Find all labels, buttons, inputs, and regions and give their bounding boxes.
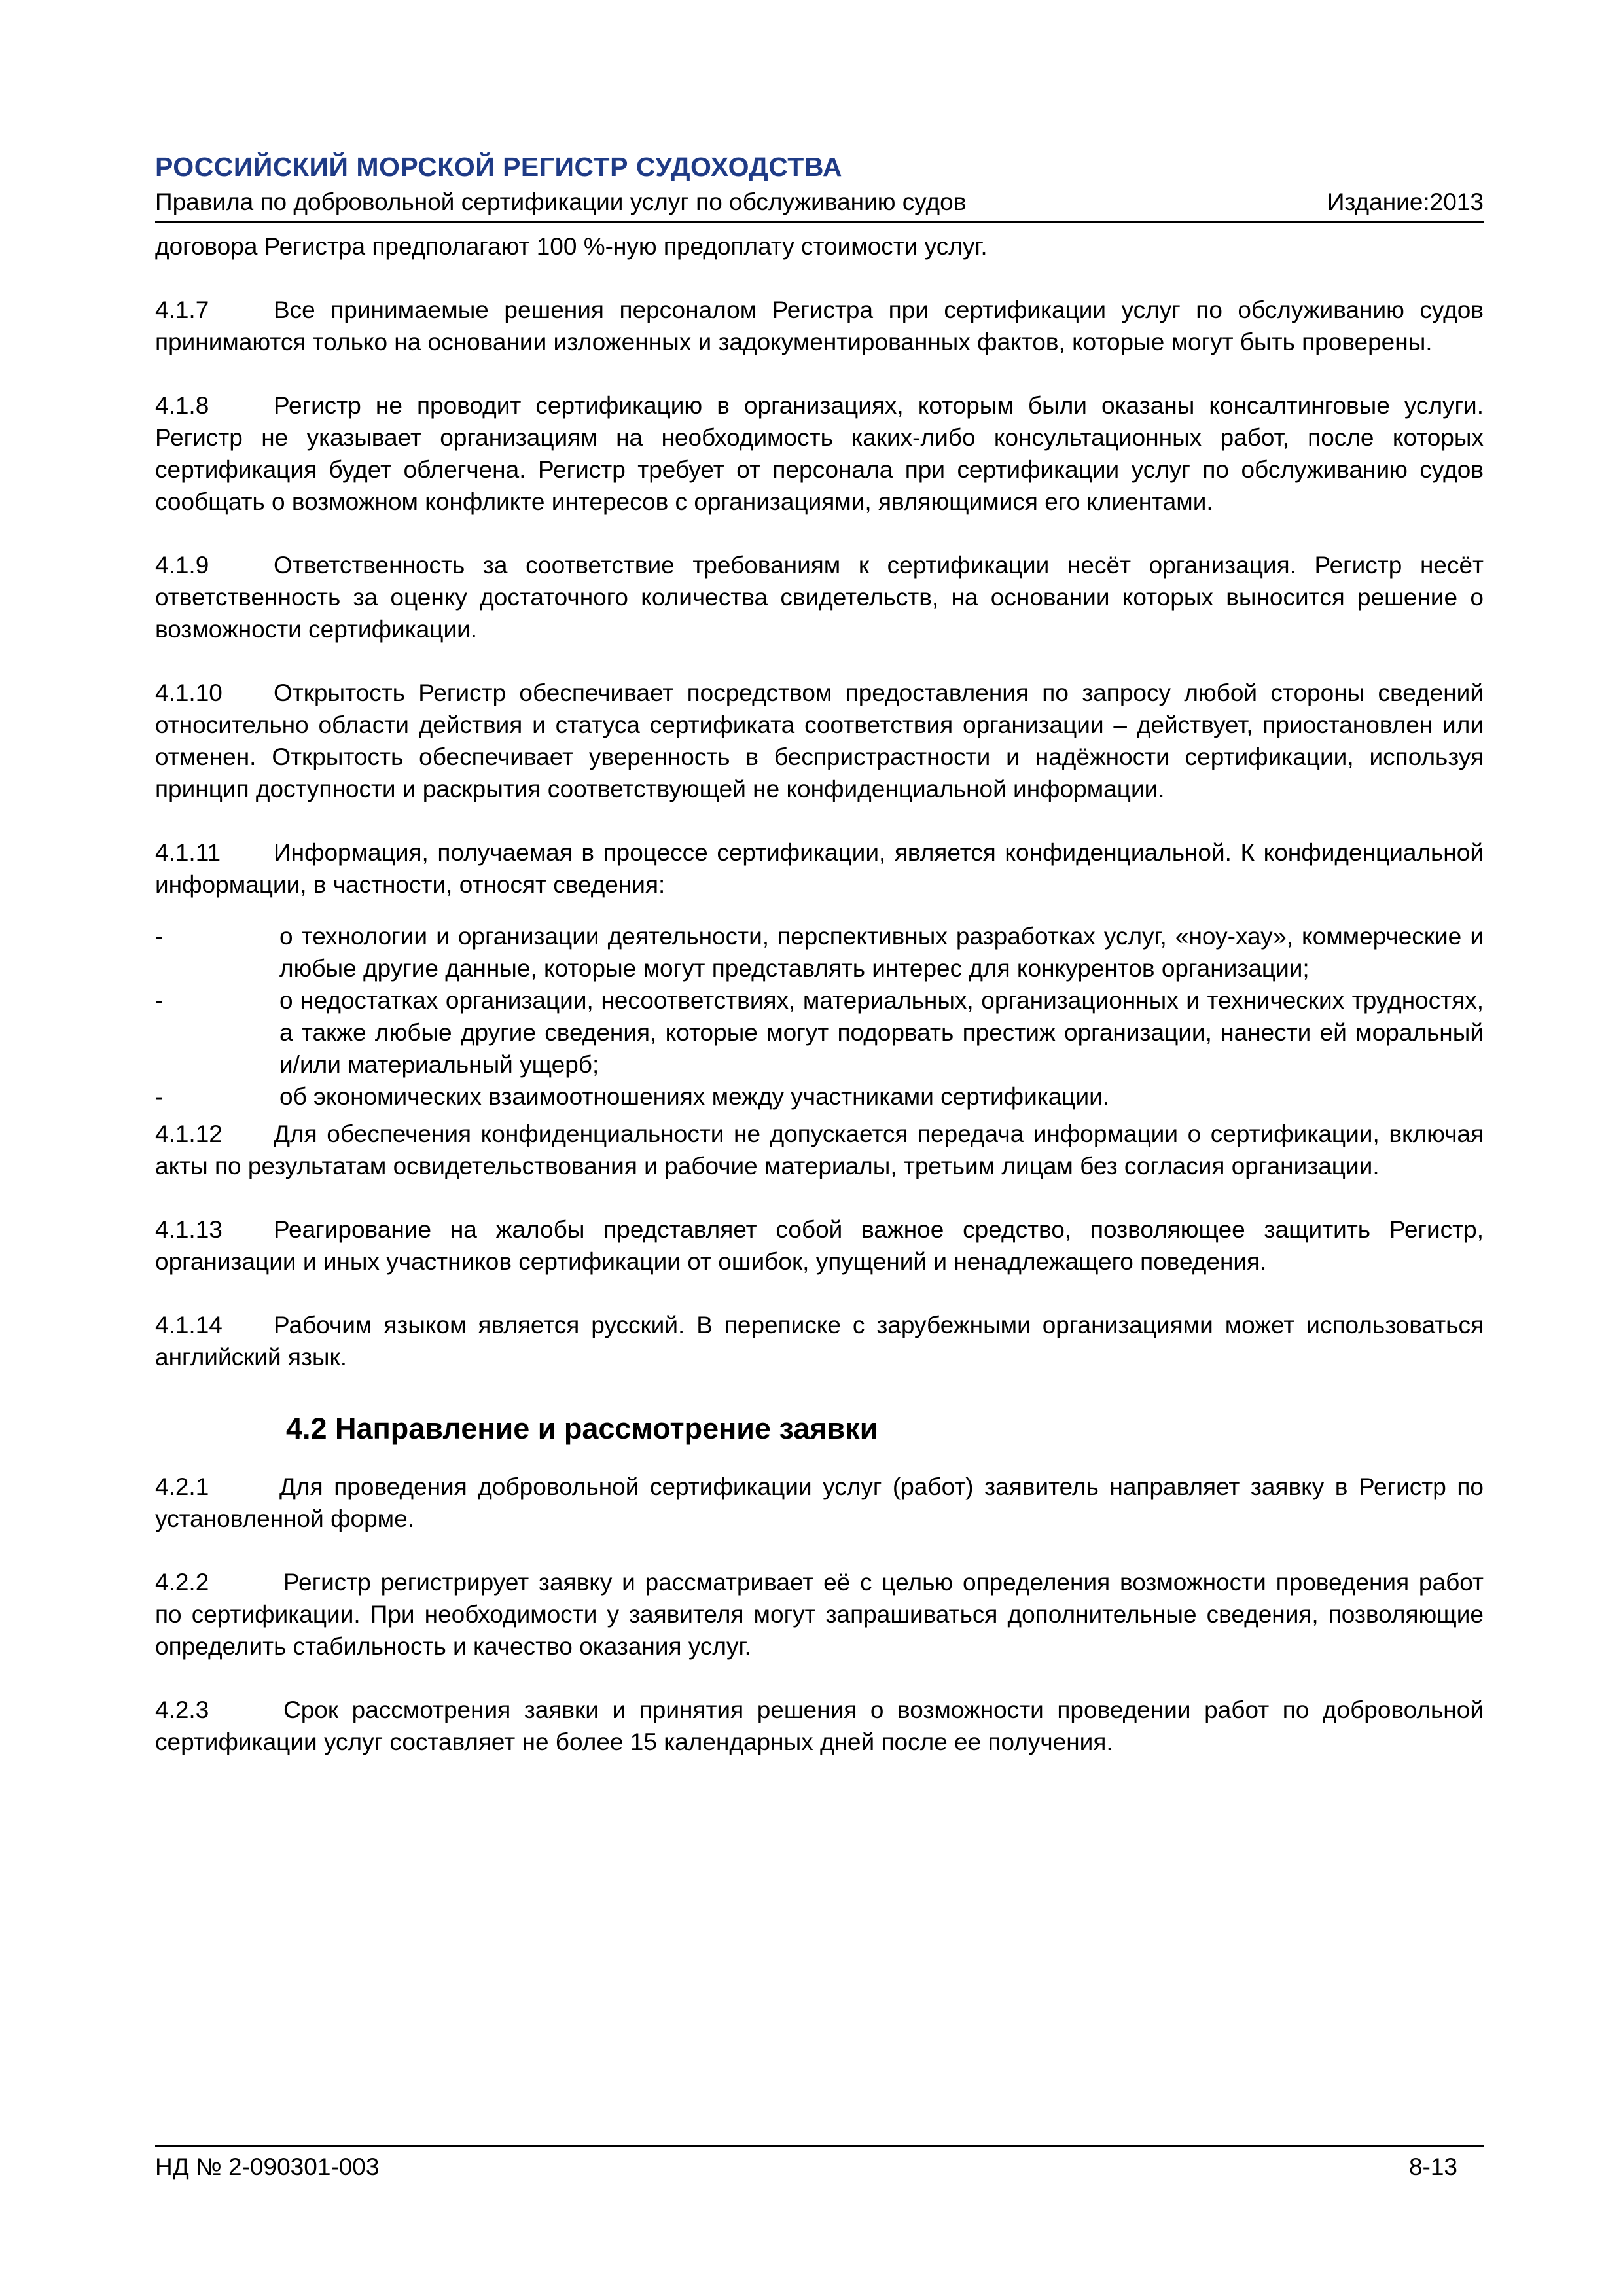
paragraph-number: 4.2.1 xyxy=(155,1473,209,1500)
edition-label: Издание:2013 xyxy=(1327,188,1484,215)
paragraph-text: Открытость Регистр обеспечивает посредством предоставления по запросу любой стороны сведений относительно области действия и статуса сертификата соответствия организации – действует, приостановлен или отменен. Открытость обеспечивает уверенность в беспристрастности и надёжности сертификации, используя принцип доступности и раскрытия соответствующей не конфиденциальной информации. xyxy=(155,679,1484,802)
intro-paragraph: договора Регистра предполагают 100 %-ную предоплату стоимости услуг. xyxy=(155,233,988,260)
paragraph-number: 4.2.2 xyxy=(155,1569,209,1596)
paragraph-number: 4.1.13 xyxy=(155,1216,223,1243)
paragraph-4-1-8 xyxy=(155,389,1484,518)
paragraph-text: Регистр регистрирует заявку и рассматривает её с целью определения возможности проведения работ по сертификации. При необходимости у заявителя могут запрашиваться дополнительные сведения, позволяющие определить стабильность и качество оказания услуг. xyxy=(155,1569,1484,1660)
list-item xyxy=(155,920,1484,984)
page-number: 8-13 xyxy=(1408,2153,1457,2180)
paragraph-4-2-1 xyxy=(155,1471,1484,1535)
paragraph-number: 4.1.14 xyxy=(155,1312,223,1338)
paragraph-text: Информация, получаемая в процессе сертификации, является конфиденциальной. К конфиденциальной информации, в частности, относят сведения: xyxy=(155,839,1484,898)
paragraph-4-1-9 xyxy=(155,549,1484,645)
paragraph-4-1-12 xyxy=(155,1118,1484,1182)
paragraph-4-2-2 xyxy=(155,1566,1484,1662)
paragraph-4-2-3 xyxy=(155,1694,1484,1758)
paragraph-4-1-10 xyxy=(155,677,1484,805)
paragraph-number: 4.1.8 xyxy=(155,392,209,419)
paragraph-text: Реагирование на жалобы представляет собой важное средство, позволяющее защитить Регистр, организации и иных участников сертификации от ошибок, упущений и ненадлежащего поведения. xyxy=(155,1216,1484,1275)
paragraph-text: Для обеспечения конфиденциальности не допускается передача информации о сертификации, включая акты по результатам освидетельствования и рабочие материалы, третьим лицам без согласия организации. xyxy=(155,1121,1484,1179)
list-item-text: о технологии и организации деятельности, перспективных разработках услуг, «ноу-хау», коммерческие и любые другие данные, которые могут представлять интерес для конкурентов организации; xyxy=(279,923,1484,982)
paragraph-number: 4.2.3 xyxy=(155,1696,209,1723)
list-item-text: об экономических взаимоотношениях между участниками сертификации. xyxy=(279,1083,1110,1110)
header-divider xyxy=(155,221,1484,223)
paragraph-text: Все принимаемые решения персоналом Регистра при сертификации услуг по обслуживанию судов принимаются только на основании изложенных и задокументированных фактов, которые могут быть проверены. xyxy=(155,296,1484,355)
paragraph-4-1-14 xyxy=(155,1309,1484,1373)
document-subtitle: Правила по добровольной сертификации услуг по обслуживанию судов xyxy=(155,188,967,215)
list-item xyxy=(155,1081,1484,1113)
paragraph-number: 4.1.12 xyxy=(155,1121,223,1147)
bullet-dash: - xyxy=(155,923,164,950)
paragraph-4-1-7 xyxy=(155,294,1484,358)
paragraph-text: Срок рассмотрения заявки и принятия решения о возможности проведении работ по добровольной сертификации услуг составляет не более 15 календарных дней после ее получения. xyxy=(155,1696,1484,1755)
confidential-info-list xyxy=(155,920,1484,1113)
header-subline xyxy=(155,188,1484,216)
paragraph-text: Рабочим языком является русский. В переписке с зарубежными организациями может использоваться английский язык. xyxy=(155,1312,1484,1371)
paragraph-text: Ответственность за соответствие требованиям к сертификации несёт организация. Регистр несёт ответственность за оценку достаточного количества свидетельств, на основании которых выносится решение о возможности сертификации. xyxy=(155,552,1484,643)
paragraph-number: 4.1.11 xyxy=(155,839,221,866)
document-body xyxy=(155,230,1484,1789)
paragraph-4-1-13 xyxy=(155,1213,1484,1278)
paragraph-number: 4.1.10 xyxy=(155,679,223,706)
bullet-dash: - xyxy=(155,987,164,1014)
paragraph-number: 4.1.7 xyxy=(155,296,209,323)
footer-divider xyxy=(155,2145,1484,2147)
list-item xyxy=(155,984,1484,1081)
document-footer xyxy=(155,2153,1484,2181)
paragraph-text: Для проведения добровольной сертификации услуг (работ) заявитель направляет заявку в Регистр по установленной форме. xyxy=(155,1473,1484,1532)
paragraph-4-1-11 xyxy=(155,836,1484,901)
organization-title: РОССИЙСКИЙ МОРСКОЙ РЕГИСТР СУДОХОДСТВА xyxy=(155,152,843,182)
list-item-text: о недостатках организации, несоответствиях, материальных, организационных и технических трудностях, а также любые другие сведения, которые могут подорвать престиж организации, нанести ей моральный и/или материальный ущерб; xyxy=(279,987,1484,1078)
document-number: НД № 2-090301-003 xyxy=(155,2153,380,2180)
paragraph-text: Регистр не проводит сертификацию в организациях, которым были оказаны консалтинговые услуги. Регистр не указывает организациям на необходимость каких-либо консультационных работ, после которых сертификация будет облегчена. Регистр требует от персонала при сертификации услуг по обслуживанию судов сообщать о возможном конфликте интересов с организациями, являющимися его клиентами. xyxy=(155,392,1484,515)
paragraph-number: 4.1.9 xyxy=(155,552,209,579)
section-heading: 4.2 Направление и рассмотрение заявки xyxy=(286,1412,878,1445)
bullet-dash: - xyxy=(155,1083,164,1110)
